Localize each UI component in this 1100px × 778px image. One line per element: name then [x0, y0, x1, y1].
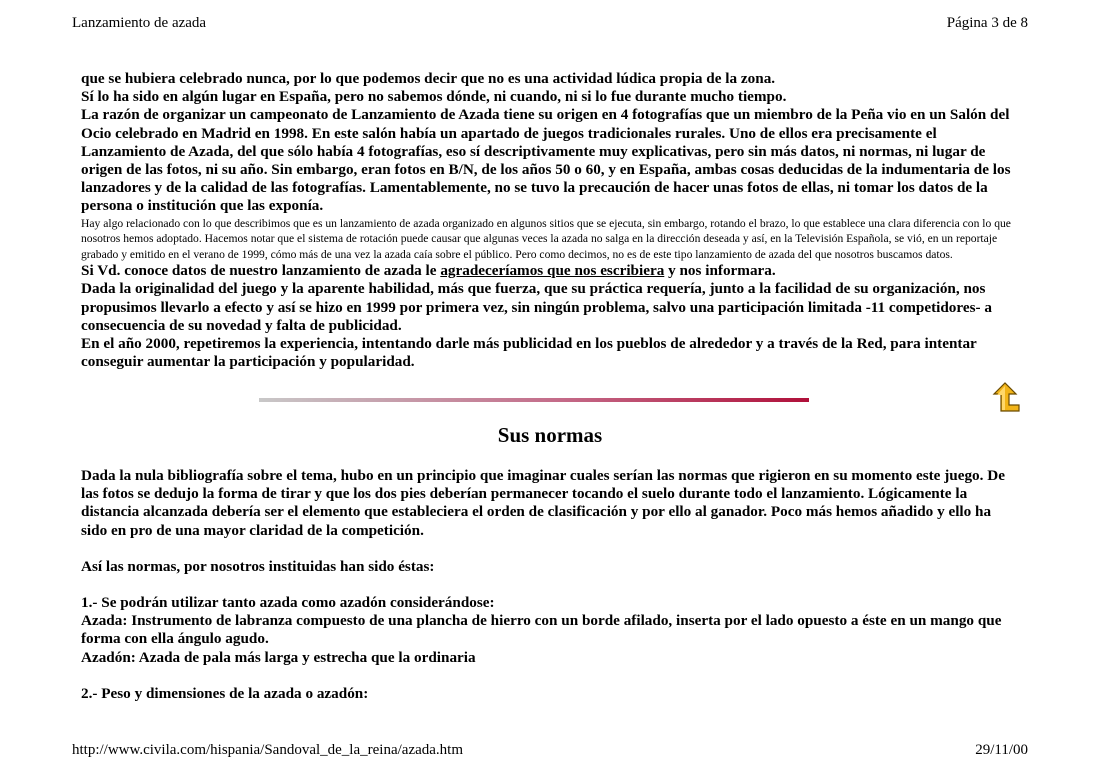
header-page-number: Página 3 de 8: [946, 15, 1028, 31]
intro-paragraph-6: En el año 2000, repetiremos la experiencia, intentando darle más publicidad en los pueblos de alrededor y a través de la Red, para intentar conseguir aumentar la participación y popularidad.: [81, 334, 977, 371]
rule-1-azada-definition: Azada: Instrumento de labranza compuesto de una plancha de hierro con un borde afilado, inserta por el lado opuesto a éste en un mango que forma con ella ángulo agudo.: [81, 612, 1002, 648]
contact-text-after: y nos informara.: [664, 262, 776, 280]
rule-1-title: 1.- Se podrán utilizar tanto azada como azadón considerándose:: [81, 594, 495, 612]
intro-small-note: Hay algo relacionado con lo que describimos que es un lanzamiento de azada organizado en algunos sitios que se ejecuta, sin embargo, rotando el brazo, lo que establece una clara diferencia con lo que nosotros hemos adoptado. Hacemos notar que el sistema de rotación puede causar que algunas veces la azada no salga en la dirección deseada y así, en la Televisión Española, se vió, en un reportaje grabado y emitido en el verano de 1999, cómo más de una vez la azada caía sobre el público. Pero como decimos, no es de este tipo lanzamiento de azada del que nosotros buscamos datos.: [81, 216, 1011, 261]
footer-url: http://www.civila.com/hispania/Sandoval_de_la_reina/azada.htm: [72, 742, 463, 758]
arrow-up-icon[interactable]: [988, 381, 1022, 415]
intro-paragraph-4: [81, 262, 1019, 280]
contact-text-before: Si Vd. conoce datos de nuestro lanzamiento de azada le: [81, 262, 441, 280]
section-title-rules: Sus normas: [497, 423, 603, 447]
intro-paragraph-1: que se hubiera celebrado nunca, por lo que podemos decir que no es una actividad lúdica propia de la zona.: [81, 70, 776, 87]
contact-link[interactable]: agradeceríamos que nos escribiera: [440, 262, 665, 280]
rules-section: [81, 467, 1019, 703]
intro-paragraph-2: Sí lo ha sido en algún lugar en España, pero no sabemos dónde, ni cuando, ni si lo fue durante mucho tiempo.: [81, 88, 787, 106]
section-divider: [259, 398, 809, 402]
rules-paragraph-1: Dada la nula bibliografía sobre el tema, hubo en un principio que imaginar cuales serían las normas que rigieron en su momento este juego. De las fotos se dedujo la forma de tirar y que los dos pies deberían permanecer tocando el suelo durante todo el lanzamiento. Lógicamente la distancia alcanzada debería ser el elemento que estableciera el orden de clasificación y por ello al ganador. Poco más hemos añadido y ello ha sido en pro de una mayor claridad de la competición.: [81, 467, 1005, 539]
rule-2-title: 2.- Peso y dimensiones de la azada o azadón:: [81, 684, 369, 702]
rules-paragraph-2: Así las normas, por nosotros instituidas han sido éstas:: [81, 557, 435, 575]
intro-paragraph-3: La razón de organizar un campeonato de Lanzamiento de Azada tiene su origen en 4 fotografías que un miembro de la Peña vio en un Salón del Ocio celebrado en Madrid en 1998. En este salón había un apartado de juegos tradicionales rurales. Uno de ellos era precisamente el Lanzamiento de Azada, del que sólo había 4 fotografías, eso sí descriptivamente muy explicativas, pero sin más datos, ni normas, ni lugar de origen de las fotos, ni su año. Sin embargo, eran fotos en B/N, de los años 50 o 60, y en España, ambas cosas deducidas de la indumentaria de los lanzadores y de la calidad de las fotografías. Lamentablemente, no se tuvo la precaución de hacer unas fotos de ellas, ni tomar los datos de la persona o institución que las exponía.: [81, 106, 1011, 215]
rule-1-azadon-definition: Azadón: Azada de pala más larga y estrecha que la ordinaria: [81, 648, 476, 666]
header-title: Lanzamiento de azada: [72, 15, 207, 31]
intro-paragraph-5: Dada la originalidad del juego y la aparente habilidad, más que fuerza, que su práctica requería, junto a la facilidad de su organización, nos propusimos llevarlo a efecto y así se hizo en 1999 por primera vez, sin ningún problema, salvo una participación limitada -11 competidores- a consecuencia de su novedad y falta de publicidad.: [81, 280, 992, 334]
intro-section: [81, 70, 1019, 371]
footer-date: 29/11/00: [975, 742, 1028, 758]
